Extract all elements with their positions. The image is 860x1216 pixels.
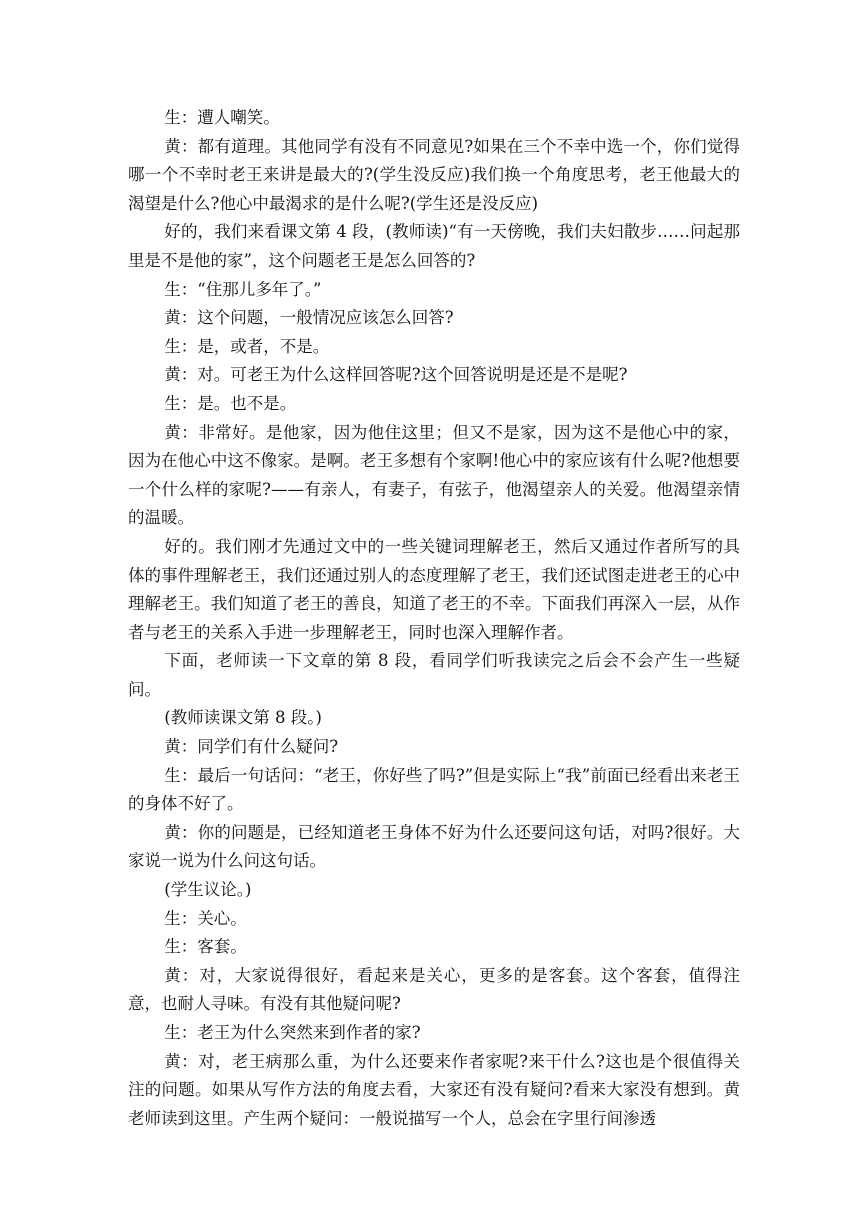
paragraph: (学生议论。) xyxy=(164,880,252,900)
paragraph: 生：遭人嘲笑。 xyxy=(164,108,280,127)
paragraph: 生：最后一句话问：“老王，你好些了吗?”但是实际上“我”前面已经看出来老王的身体不好了。 xyxy=(128,765,740,814)
paragraph: 生：是，或者，不是。 xyxy=(164,336,330,356)
paragraph: 黄：同学们有什么疑问? xyxy=(164,737,339,757)
paragraph: 生：客套。 xyxy=(164,937,247,957)
paragraph: 黄：对。可老王为什么这样回答呢?这个回答说明是还是不是呢? xyxy=(164,365,628,385)
paragraph: 黄：都有道理。其他同学有没有不同意见?如果在三个不幸中选一个，你们觉得哪一个不幸时老王来讲是最大的?(学生没反应)我们换一个角度思考，老王他最大的渴望是什么?他心中最渴求的是什么呢?(学生还是没反应) xyxy=(128,136,740,213)
paragraph: (教师读课文第 8 段。) xyxy=(164,708,322,728)
paragraph: 生：关心。 xyxy=(164,908,247,928)
paragraph: 黄：你的问题是，已经知道老王身体不好为什么还要问这句话，对吗?很好。大家说一说为什么问这句话。 xyxy=(128,822,740,871)
paragraph: 黄：对，大家说得很好，看起来是关心，更多的是客套。这个客套，值得注意，也耐人寻味。有没有其他疑问呢? xyxy=(128,965,740,1014)
paragraph: 生：老王为什么突然来到作者的家? xyxy=(164,1023,421,1042)
paragraph: 生：是。也不是。 xyxy=(164,393,297,413)
paragraph: 好的，我们来看课文第 4 段，(教师读)“有一天傍晚，我们夫妇散步……问起那里是不是他的家”，这个问题老王是怎么回答的? xyxy=(128,222,740,270)
paragraph: 黄：这个问题，一般情况应该怎么回答? xyxy=(164,308,454,328)
paragraph: 下面，老师读一下文章的第 8 段，看同学们听我读完之后会不会产生一些疑问。 xyxy=(128,651,740,699)
paragraph: 好的。我们刚才先通过文中的一些关键词理解老王，然后又通过作者所写的具体的事件理解老王，我们还通过别人的态度理解了老王，我们还试图走进老王的心中理解老王。我们知道了老王的善良，知道了老王的不幸。下面我们再深入一层，从作者与老王的关系入手进一步理解老王，同时也深入理解作者。 xyxy=(128,536,740,642)
paragraph: 黄：非常好。是他家，因为他住这里；但又不是家，因为这不是他心中的家，因为在他心中这不像家。是啊。老王多想有个家啊!他心中的家应该有什么呢?他想要一个什么样的家呢?——有亲人，有妻子，有弦子，他渴望亲人的关爱。他渴望亲情的温暖。 xyxy=(128,422,740,528)
paragraph: 生：“住那儿多年了。” xyxy=(164,279,322,299)
paragraph: 黄：对，老王病那么重，为什么还要来作者家呢?来干什么?这也是个很值得关注的问题。如果从写作方法的角度去看，大家还有没有疑问?看来大家没有想到。黄老师读到这里。产生两个疑问：一般说描写一个人，总会在字里行间渗透 xyxy=(128,1051,740,1128)
document-body xyxy=(128,104,740,1133)
